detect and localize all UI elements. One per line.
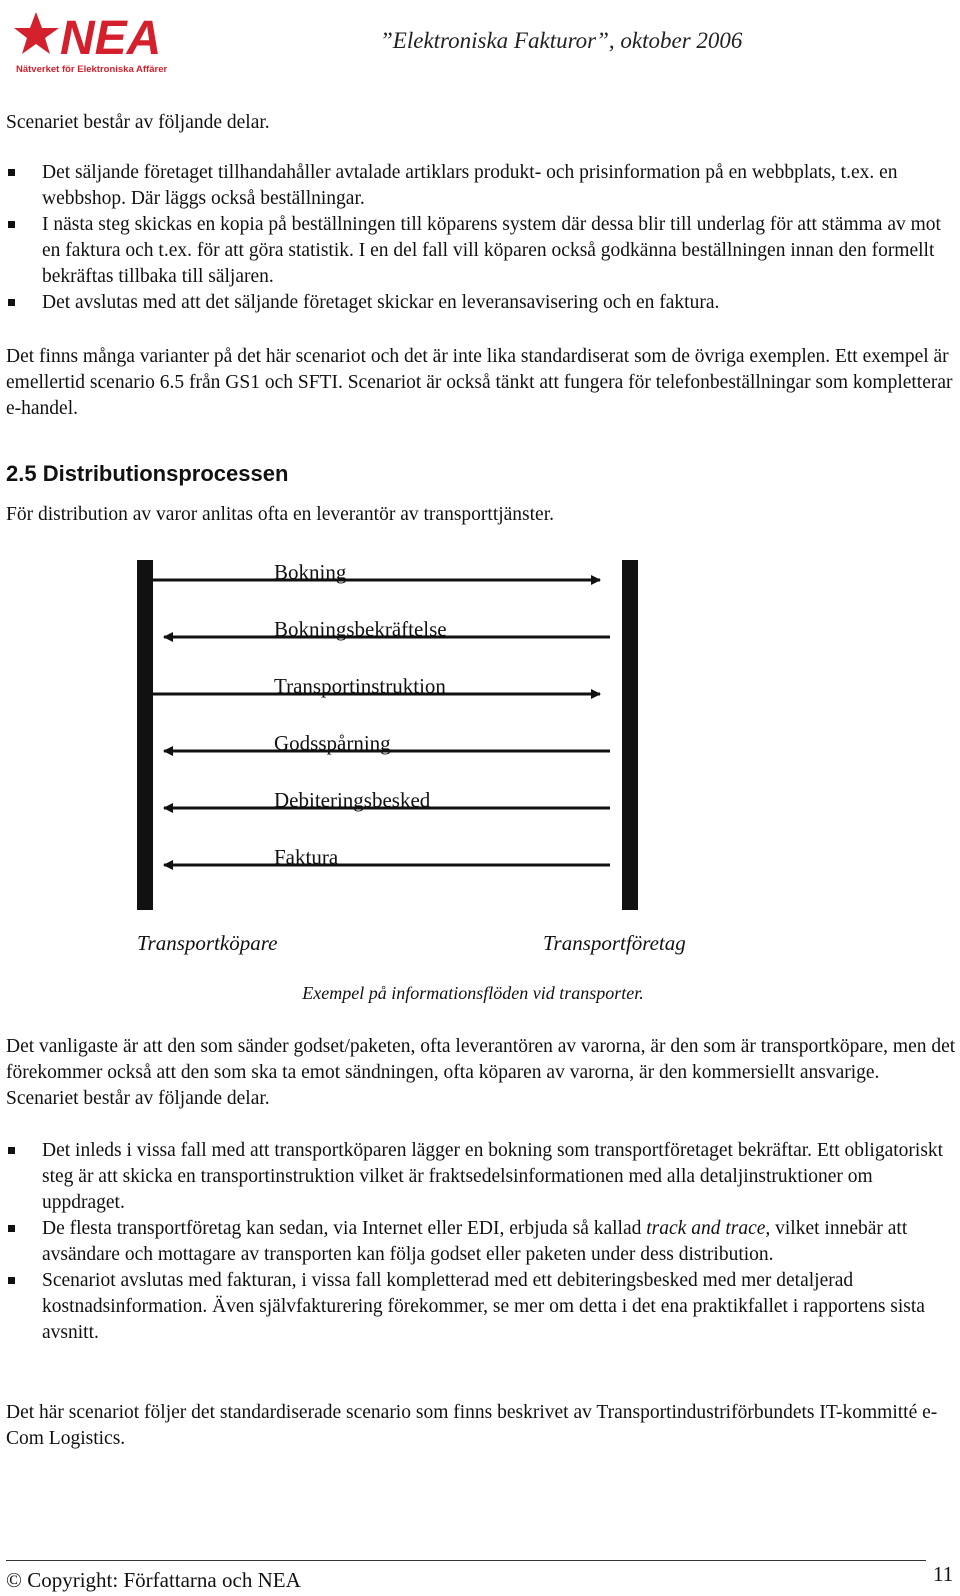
nea-logo	[14, 8, 194, 78]
list-item	[6, 1268, 956, 1346]
list-item-text-continued: vilket innebär att avsändare och mottagare av transporten kan följa godset eller paketen under dess distribution.	[42, 1218, 908, 1265]
message-5	[164, 788, 610, 812]
square-bullet-icon	[8, 1277, 15, 1284]
section-intro: För distribution av varor anlitas ofta en leverantör av transporttjänster.	[6, 504, 555, 525]
logo-text: NEA	[60, 12, 162, 65]
list-item-text: Scenariot avslutas med fakturan, i vissa fall kompletterad med ett debiteringsbesked med mer detaljerad kostnadsinformation. Även självfakturering förekommer, se mer om detta i det ena praktikfallet i rapportens sista avsnitt.	[42, 1270, 925, 1343]
square-bullet-icon	[8, 221, 15, 228]
list-item	[6, 290, 956, 316]
nea-logo-graphic	[14, 8, 194, 78]
page-number: 11	[933, 1562, 954, 1586]
list-item	[6, 1138, 956, 1216]
message-3	[153, 674, 600, 698]
list-item	[6, 160, 956, 212]
section-heading: 2.5 Distributionsprocessen	[6, 461, 289, 486]
bullet-list-2	[6, 1138, 956, 1346]
left-lifeline	[137, 560, 153, 910]
sequence-diagram	[0, 548, 960, 1018]
scenario-variants-paragraph: Det finns många varianter på det här scenariot och det är inte lika standardiserat som de övriga exemplen. Ett exempel är emellertid scenario 6.5 från GS1 och SFTI. Scenariot är också tänkt att fungera för telefonbeställningar som kompletterar e-handel.	[6, 346, 953, 419]
logo-subtitle: Nätverket för Elektroniska Affärer	[16, 64, 168, 75]
list-item-text: Det säljande företaget tillhandahåller avtalade artiklars produkt- och prisinformation på en webbplats, t.ex. en webbshop. Där läggs också beställningar.	[42, 162, 898, 209]
left-party-label: Transportköpare	[137, 931, 278, 955]
message-label: Transportinstruktion	[274, 674, 446, 698]
transport-buyer-paragraph: Det vanligaste är att den som sänder godset/paketen, ofta leverantören av varorna, är den som är transportköpare, men det förekommer också att den som ska ta emot sändningen, ofta köparen av varorna, är den kommersiellt ansvarige. Scenariet består av följande delar.	[6, 1036, 956, 1109]
right-party-label: Transportföretag	[543, 931, 686, 955]
square-bullet-icon	[8, 1147, 15, 1154]
document-title: ”Elektroniska Fakturor”, oktober 2006	[380, 28, 743, 53]
sequence-diagram-svg	[0, 548, 960, 1018]
message-2	[164, 617, 610, 641]
message-label: Bokning	[274, 560, 347, 584]
list-item	[6, 1216, 956, 1268]
message-6	[164, 845, 610, 869]
square-bullet-icon	[8, 1225, 15, 1232]
message-label: Faktura	[274, 845, 339, 869]
square-bullet-icon	[8, 169, 15, 176]
message-4	[164, 731, 610, 755]
star-icon	[14, 12, 59, 54]
bullet-list-1	[6, 160, 956, 316]
list-item-text: Det avslutas med att det säljande företaget skickar en leveransavisering och en faktura.	[42, 292, 720, 313]
message-1	[153, 560, 600, 584]
message-label: Bokningsbekräftelse	[274, 617, 447, 641]
right-lifeline	[622, 560, 638, 910]
diagram-caption: Exempel på informationsflöden vid transporter.	[302, 983, 644, 1003]
list-item	[6, 212, 956, 290]
list-item-italic-text: track and trace,	[646, 1218, 771, 1239]
footer-divider	[6, 1560, 926, 1561]
standard-scenario-paragraph: Det här scenariot följer det standardiserade scenario som finns beskrivet av Transportindustriförbundets IT-kommitté e-Com Logistics.	[6, 1402, 938, 1449]
message-label: Debiteringsbesked	[274, 788, 431, 812]
footer-copyright: © Copyright: Författarna och NEA	[6, 1568, 301, 1592]
list-item-text: Det inleds i vissa fall med att transportköparen lägger en bokning som transportföretaget bekräftar. Ett obligatoriskt steg är att skicka en transportinstruktion vilket är fraktsedelsinformationen med alla detaljinstruktioner om uppdraget.	[42, 1140, 944, 1213]
list-item-text: De flesta transportföretag kan sedan, via Internet eller EDI, erbjuda så kallad	[42, 1218, 647, 1239]
intro-paragraph: Scenariet består av följande delar.	[6, 112, 270, 133]
square-bullet-icon	[8, 299, 15, 306]
message-label: Godsspårning	[274, 731, 391, 755]
list-item-text: I nästa steg skickas en kopia på beställningen till köparens system där dessa blir till underlag för att stämma av mot en faktura och t.ex. för att göra statistik. I en del fall vill köparen också godkänna beställningen innan den formellt bekräftas tillbaka till säljaren.	[42, 214, 941, 287]
